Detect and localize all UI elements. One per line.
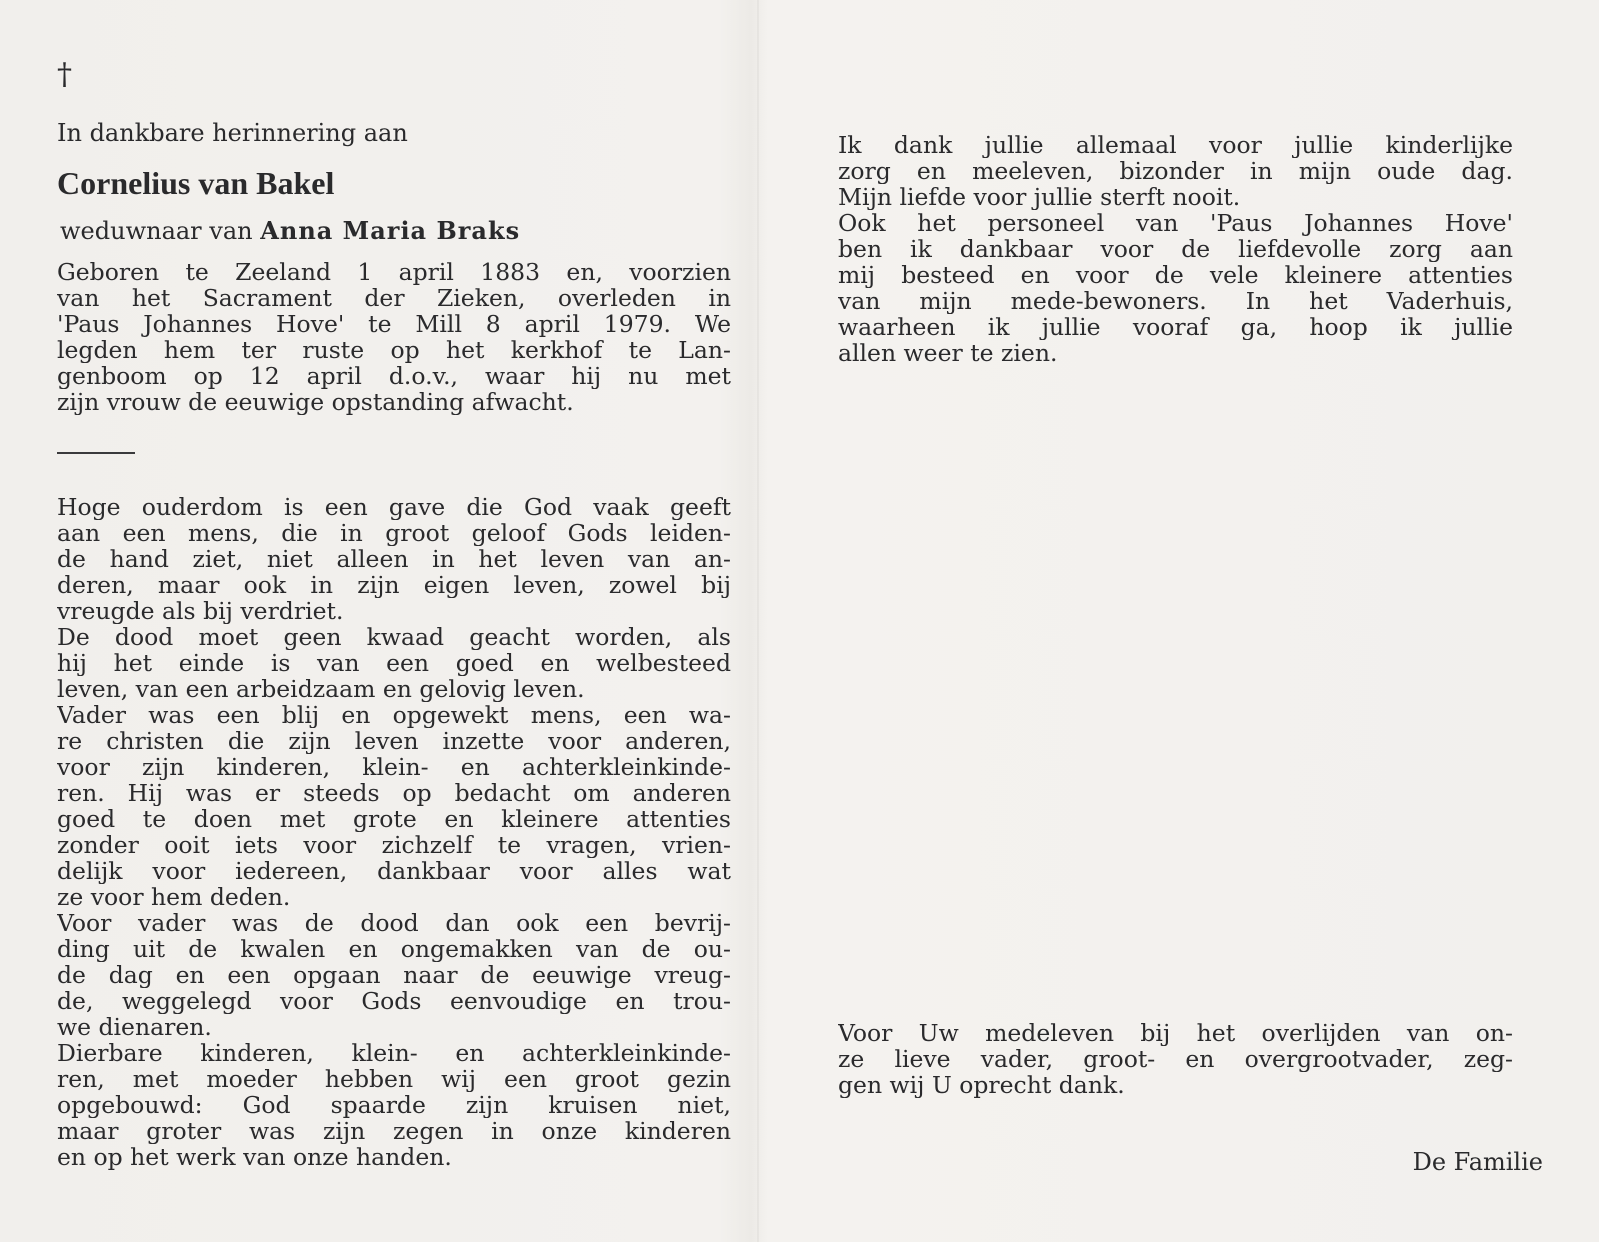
- text-line: voor zijn kinderen, klein- en achterkleinkinde-: [57, 754, 731, 780]
- text-line: maar groter was zijn zegen in onze kinderen: [57, 1118, 731, 1144]
- text-line: leven, van een arbeidzaam en gelovig leven.: [57, 676, 585, 702]
- text-line: hij het einde is van een goed en welbesteed: [57, 650, 731, 676]
- deceased-name: Cornelius van Bakel: [57, 165, 335, 201]
- card-fold: [757, 0, 759, 1242]
- text-line: Vader was een blij en opgewekt mens, een wa-: [57, 702, 731, 728]
- text-line: re christen die zijn leven inzette voor anderen,: [57, 728, 731, 754]
- text-line: de hand ziet, niet alleen in het leven van an-: [57, 546, 731, 572]
- text-line: ding uit de kwalen en ongemakken van de ou-: [57, 936, 731, 962]
- text-line: gen wij U oprecht dank.: [838, 1072, 1125, 1098]
- intro-text: In dankbare herinnering aan: [57, 119, 408, 147]
- memorial-text: [57, 494, 731, 1170]
- text-line: deren, maar ook in zijn eigen leven, zowel bij: [57, 572, 731, 598]
- text-line: vreugde als bij verdriet.: [57, 598, 344, 624]
- text-line: de, weggelegd voor Gods eenvoudige en trou-: [57, 988, 731, 1014]
- cross-icon: †: [57, 57, 72, 92]
- widower-line: [60, 216, 520, 245]
- text-line: ren, met moeder hebben wij een groot gezin: [57, 1066, 731, 1092]
- text-line: van mijn mede-bewoners. In het Vaderhuis,: [838, 288, 1513, 314]
- text-line: delijk voor iedereen, dankbaar voor alles wat: [57, 858, 731, 884]
- text-line: Ik dank jullie allemaal voor jullie kinderlijke: [838, 132, 1513, 158]
- text-line: de dag en een opgaan naar de eeuwige vreug-: [57, 962, 731, 988]
- text-line: zorg en meeleven, bizonder in mijn oude dag.: [838, 158, 1513, 184]
- text-line: waarheen ik jullie vooraf ga, hoop ik jullie: [838, 314, 1513, 340]
- text-line: Ook het personeel van 'Paus Johannes Hove': [838, 210, 1513, 236]
- text-line: De dood moet geen kwaad geacht worden, als: [57, 624, 731, 650]
- text-line: Geboren te Zeeland 1 april 1883 en, voorzien: [57, 259, 731, 285]
- text-line: ben ik dankbaar voor de liefdevolle zorg aan: [838, 236, 1513, 262]
- spouse-name: Anna Maria Braks: [260, 216, 521, 245]
- text-line: aan een mens, die in groot geloof Gods leiden-: [57, 520, 731, 546]
- text-line: Hoge ouderdom is een gave die God vaak geeft: [57, 494, 731, 520]
- thanks-paragraph: [838, 132, 1513, 366]
- text-line: Voor vader was de dood dan ook een bevrij-: [57, 910, 731, 936]
- text-line: we dienaren.: [57, 1014, 212, 1040]
- text-line: ze voor hem deden.: [57, 884, 291, 910]
- text-line: Dierbare kinderen, klein- en achterkleinkinde-: [57, 1040, 731, 1066]
- text-line: ren. Hij was er steeds op bedacht om anderen: [57, 780, 731, 806]
- text-line: mij besteed en voor de vele kleinere attenties: [838, 262, 1513, 288]
- text-line: zijn vrouw de eeuwige opstanding afwacht.: [57, 389, 574, 415]
- text-line: genboom op 12 april d.o.v., waar hij nu met: [57, 363, 731, 389]
- text-line: zonder ooit iets voor zichzelf te vragen, vrien-: [57, 832, 731, 858]
- widower-prefix: weduwnaar van: [60, 217, 253, 245]
- text-line: ze lieve vader, groot- en overgrootvader, zeg-: [838, 1046, 1513, 1072]
- biography-paragraph: [57, 259, 731, 415]
- text-line: 'Paus Johannes Hove' te Mill 8 april 1979. We: [57, 311, 731, 337]
- text-line: Voor Uw medeleven bij het overlijden van on-: [838, 1020, 1513, 1046]
- text-line: en op het werk van onze handen.: [57, 1144, 452, 1170]
- signature: De Familie: [1412, 1148, 1543, 1176]
- family-thanks-paragraph: [838, 1020, 1513, 1098]
- divider-rule: [57, 452, 135, 454]
- text-line: van het Sacrament der Zieken, overleden in: [57, 285, 731, 311]
- text-line: goed te doen met grote en kleinere attenties: [57, 806, 731, 832]
- text-line: allen weer te zien.: [838, 340, 1058, 366]
- text-line: legden hem ter ruste op het kerkhof te Lan-: [57, 337, 731, 363]
- text-line: Mijn liefde voor jullie sterft nooit.: [838, 184, 1241, 210]
- text-line: opgebouwd: God spaarde zijn kruisen niet,: [57, 1092, 731, 1118]
